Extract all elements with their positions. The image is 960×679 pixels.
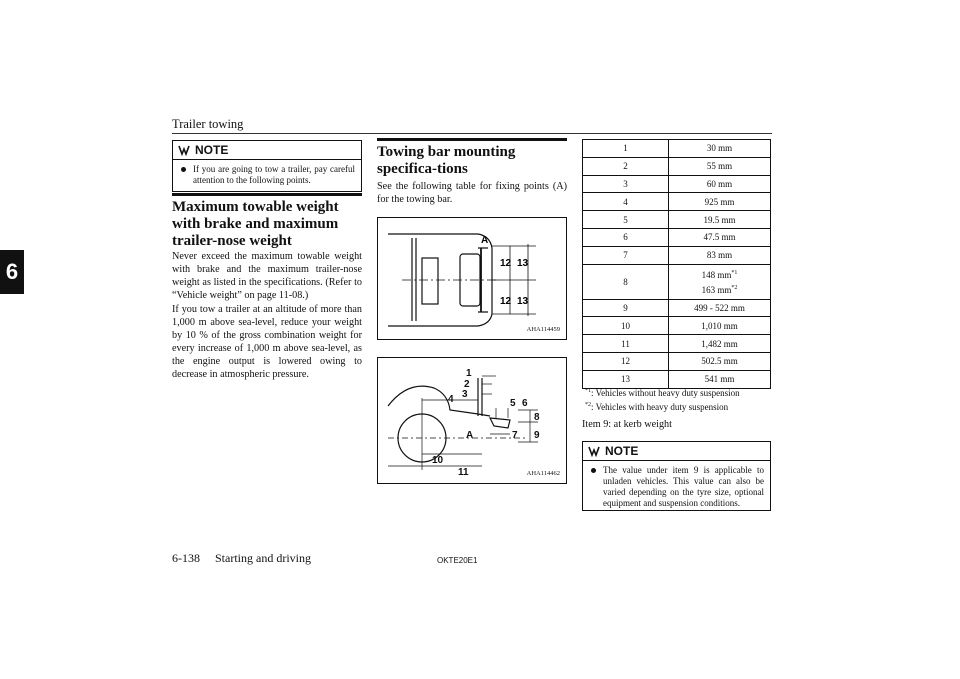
- note-box-bottom: [582, 441, 771, 511]
- note-label: NOTE: [195, 143, 229, 157]
- label-9: 9: [534, 430, 540, 441]
- table-row: [583, 211, 771, 229]
- label-1: 1: [466, 368, 472, 379]
- note-body: [173, 160, 361, 191]
- value-cell: 1,010 mm: [669, 317, 771, 335]
- value-cell: 541 mm: [669, 370, 771, 388]
- value-cell: 19.5 mm: [669, 211, 771, 229]
- label-6: 6: [522, 398, 528, 409]
- value-cell: 55 mm: [669, 157, 771, 175]
- item-number-cell: 5: [583, 211, 669, 229]
- footer-page: [172, 551, 311, 566]
- superscript: *2: [731, 284, 738, 291]
- note-text: If you are going to tow a trailer, pay careful attention to the following points.: [193, 164, 355, 185]
- value-line: 148 mm: [701, 269, 732, 280]
- label-2: 2: [464, 379, 470, 390]
- table-row: [583, 193, 771, 211]
- header-rule: [172, 133, 772, 134]
- item-number-cell: 9: [583, 299, 669, 317]
- table-row: [583, 335, 771, 353]
- label-a: A: [466, 430, 474, 441]
- footnote-1: [585, 385, 775, 399]
- bullet-icon: [181, 167, 186, 172]
- label-5: 5: [510, 398, 516, 409]
- label-13-upper: 13: [517, 258, 529, 269]
- item-number-cell: 1: [583, 140, 669, 158]
- item-number-cell: 10: [583, 317, 669, 335]
- label-10: 10: [432, 455, 444, 466]
- figure-code: AHA114462: [526, 470, 560, 477]
- value-cell: 499 - 522 mm: [669, 299, 771, 317]
- footnote-mark: *1: [585, 388, 591, 394]
- value-cell: [669, 264, 771, 299]
- table-row: [583, 175, 771, 193]
- table-row: [583, 264, 771, 299]
- note-header: [583, 442, 770, 461]
- item-number-cell: 6: [583, 228, 669, 246]
- item-number-cell: 13: [583, 370, 669, 388]
- note-header: [173, 141, 361, 160]
- figure-side-view: [377, 357, 567, 484]
- label-a: A: [481, 235, 489, 246]
- figure-top-view: [377, 217, 567, 340]
- item-number-cell: 2: [583, 157, 669, 175]
- chapter-tab: 6: [0, 250, 24, 294]
- superscript: *1: [731, 269, 738, 276]
- table-row: [583, 140, 771, 158]
- side-view-diagram: [378, 358, 566, 483]
- towing-bar-intro: See the following table for fixing points (A) for the towing bar.: [377, 181, 567, 206]
- label-13-lower: 13: [517, 296, 529, 307]
- label-12-upper: 12: [500, 258, 512, 269]
- section-heading-towing-bar: Towing bar mounting specifica-tions: [377, 138, 567, 178]
- footnote-2: [585, 399, 775, 413]
- item9-note: Item 9: at kerb weight: [582, 419, 672, 430]
- table-row: [583, 317, 771, 335]
- note-icon: [587, 444, 601, 458]
- item-number-cell: 7: [583, 246, 669, 264]
- top-view-diagram: [378, 218, 566, 339]
- table-row: [583, 157, 771, 175]
- footnote-text: : Vehicles with heavy duty suspension: [591, 402, 729, 412]
- bullet-icon: [591, 468, 596, 473]
- note-box-top: [172, 140, 362, 192]
- value-cell: 30 mm: [669, 140, 771, 158]
- label-8: 8: [534, 412, 540, 423]
- towing-bar-spec-table: [582, 139, 771, 389]
- note-text: The value under item 9 is applicable to unladen vehicles. This value can also be varied depending on the tyre size, optional equipment and suspension conditions.: [603, 465, 764, 508]
- label-11: 11: [458, 467, 469, 478]
- item-number-cell: 8: [583, 264, 669, 299]
- note-icon: [177, 143, 191, 157]
- paragraph-max-weight-2: If you tow a trailer at an altitude of more than 1,000 m above sea-level, reduce your weight by 10 % of the gross combination weight for every increase of 1,000 m above sea-level, as the engine output is lowered owing to decrease in atmospheric pressure.: [172, 304, 362, 381]
- label-7: 7: [512, 430, 518, 441]
- value-cell: 1,482 mm: [669, 335, 771, 353]
- section-heading-max-weight: Maximum towable weight with brake and maximum trailer-nose weight: [172, 193, 362, 250]
- value-cell: 47.5 mm: [669, 228, 771, 246]
- table-row: [583, 299, 771, 317]
- item-number-cell: 4: [583, 193, 669, 211]
- table-row: [583, 352, 771, 370]
- note-body: [583, 461, 770, 514]
- value-cell: 83 mm: [669, 246, 771, 264]
- value-cell: 502.5 mm: [669, 352, 771, 370]
- item-number-cell: 11: [583, 335, 669, 353]
- running-header: Trailer towing: [172, 117, 244, 131]
- item-number-cell: 3: [583, 175, 669, 193]
- note-label: NOTE: [605, 444, 639, 458]
- footnote-mark: *2: [585, 402, 591, 408]
- value-cell: 925 mm: [669, 193, 771, 211]
- section-name: Starting and driving: [215, 551, 311, 565]
- table-row: [583, 246, 771, 264]
- paragraph-max-weight-1: Never exceed the maximum towable weight with brake and the maximum trailer-nose weight as listed in the specifications. (Refer to “Vehicle weight” on page 11-08.): [172, 251, 362, 302]
- label-4: 4: [448, 394, 454, 405]
- value-cell: 60 mm: [669, 175, 771, 193]
- table-row: [583, 228, 771, 246]
- value-line: 163 mm: [701, 284, 732, 295]
- document-code: OKTE20E1: [437, 556, 478, 565]
- label-3: 3: [462, 389, 468, 400]
- label-12-lower: 12: [500, 296, 512, 307]
- figure-code: AHA114459: [526, 326, 560, 333]
- item-number-cell: 12: [583, 352, 669, 370]
- page-number: 6-138: [172, 551, 200, 565]
- footnote-text: : Vehicles without heavy duty suspension: [591, 388, 740, 398]
